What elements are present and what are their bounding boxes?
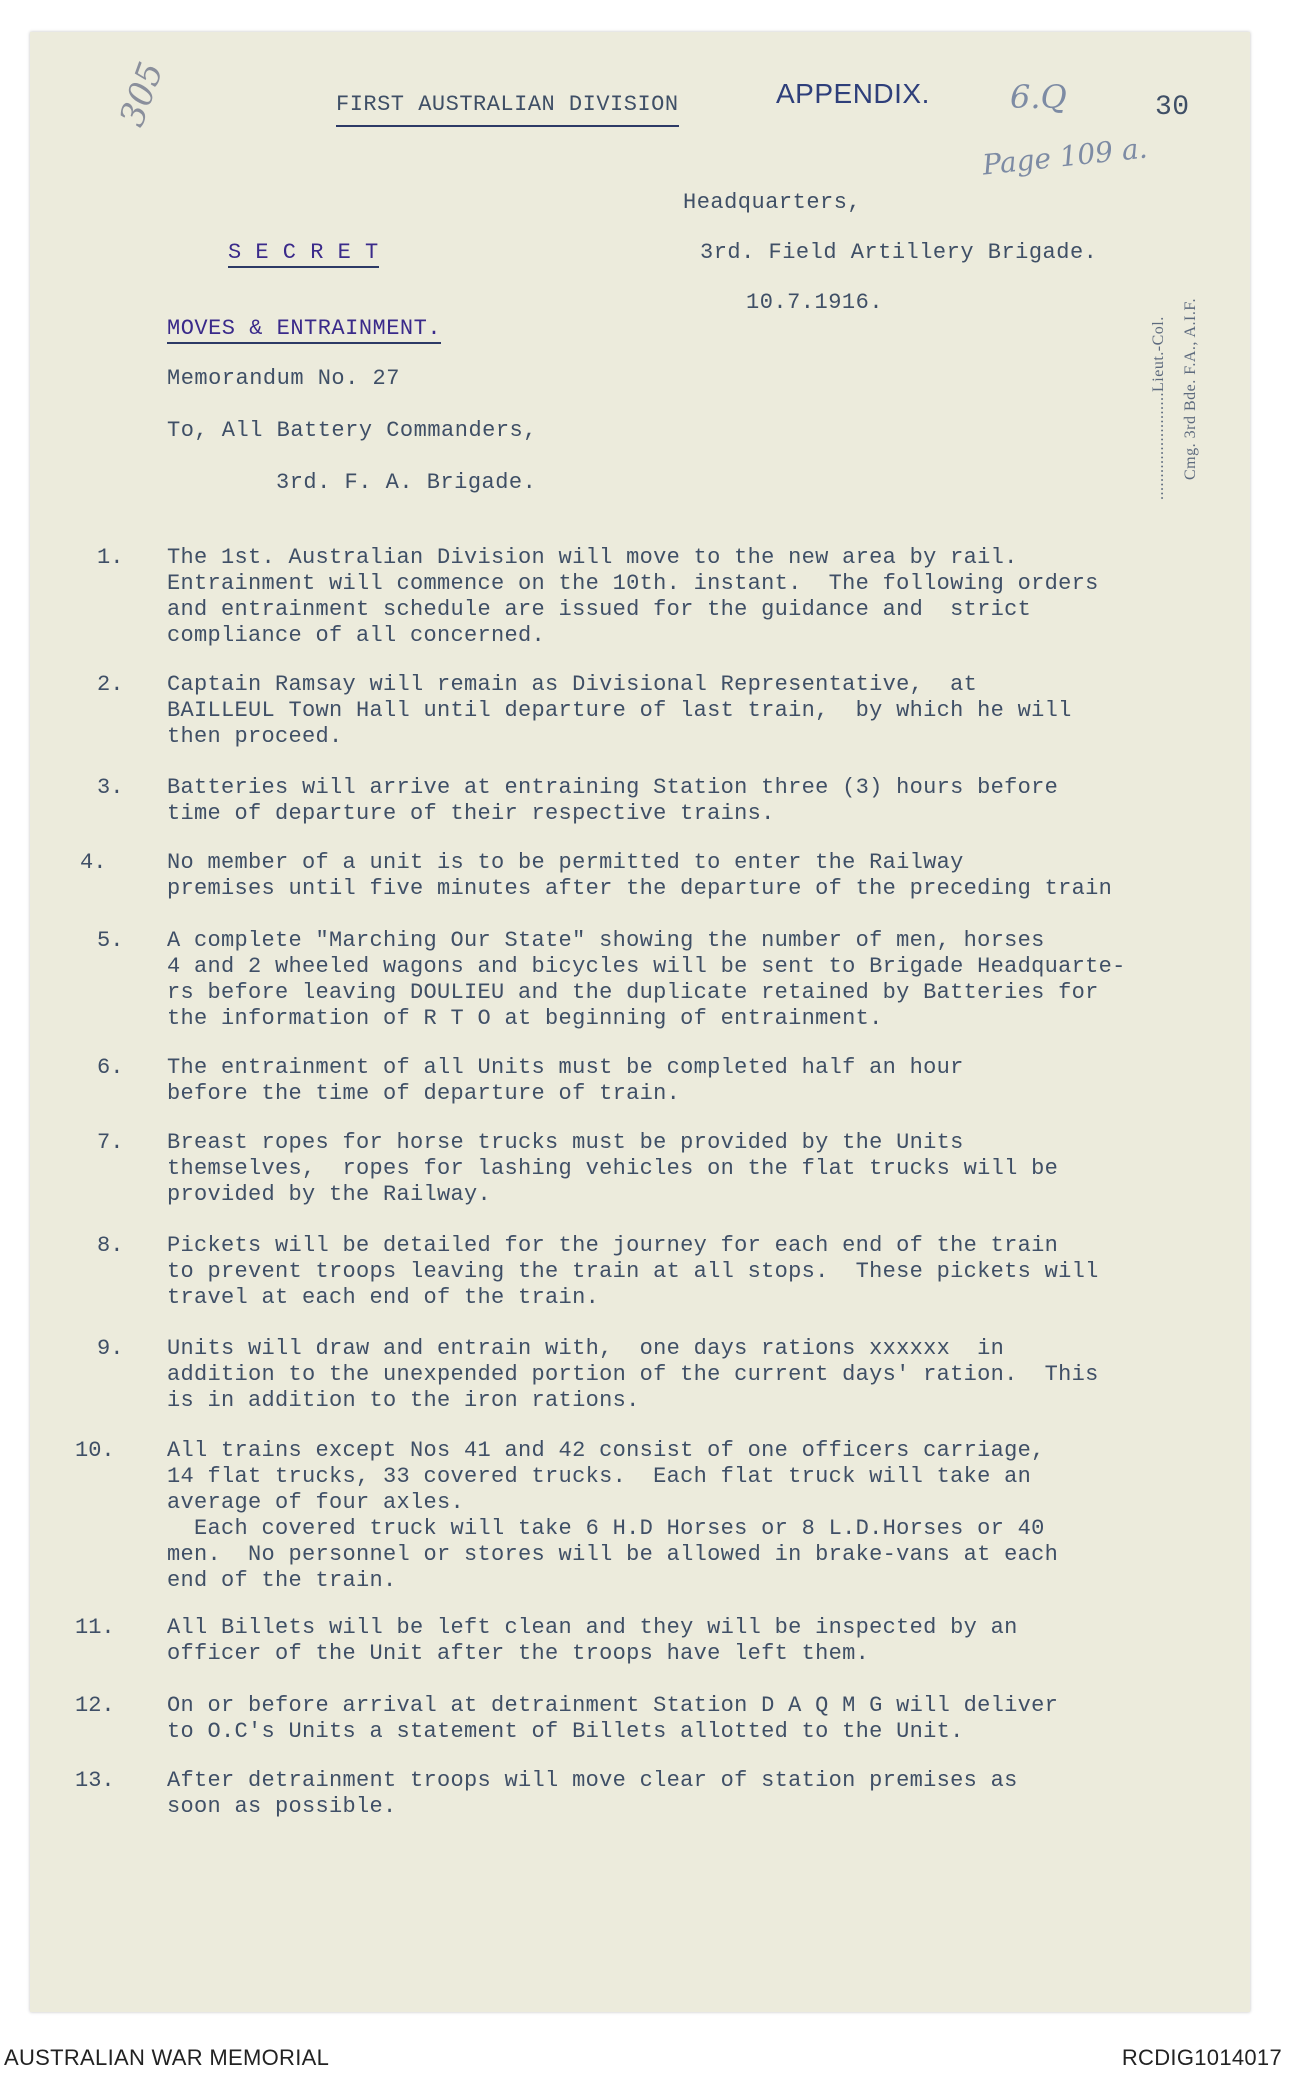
paragraph-text: A complete "Marching Our State" showing the number of men, horses 4 and 2 wheeled wagons and bicycles will be sent to Brigade Headquarte- rs before leaving DOULIEU and the duplicate retained by Batteries for the information of R T O at beginning of entrainment.: [167, 928, 1126, 1031]
paragraph-number: 8.: [97, 1233, 124, 1258]
footer-archive-name: AUSTRALIAN WAR MEMORIAL: [4, 2045, 330, 2070]
paragraph-text: After detrainment troops will move clear of station premises as soon as possible.: [167, 1768, 1018, 1819]
paragraph-number: 12.: [75, 1693, 115, 1718]
folio-stamp: 305: [112, 57, 172, 132]
paragraph-number: 2.: [97, 672, 124, 697]
paragraph-number: 5.: [97, 928, 124, 953]
page-number: 30: [1155, 92, 1190, 123]
paragraph-number: 4.: [80, 850, 107, 875]
signature-rank: ........................Lieut.-Col.: [1150, 316, 1167, 500]
paragraph-text: Units will draw and entrain with, one days rations xxxxxx in addition to the unexpended portion of the current days' ration. This is in addition to the iron rations.: [167, 1336, 1099, 1413]
paragraph-number: 1.: [97, 545, 124, 570]
handwritten-code: 6.Q: [1010, 78, 1067, 116]
document-date: 10.7.1916.: [746, 290, 884, 315]
signature-unit: Cmg. 3rd Bde. F.A., A.I.F.: [1182, 297, 1199, 480]
memo-number: Memorandum No. 27: [167, 366, 400, 391]
paragraph-number: 7.: [97, 1130, 124, 1155]
paragraph-text: Batteries will arrive at entraining Station three (3) hours before time of departure of their respective trains.: [167, 775, 1059, 826]
paragraph-number: 11.: [75, 1615, 115, 1640]
paragraph-number: 9.: [97, 1336, 124, 1361]
paragraph-text: All trains except Nos 41 and 42 consist of one officers carriage, 14 flat trucks, 33 covered trucks. Each flat truck will take an average of four axles. Each covered truck will take 6 H.D Horses or 8 L.D.Horses or 40 men. No personnel or stores will be allowed in brake-vans at each end of the train.: [167, 1438, 1059, 1593]
division-title: FIRST AUSTRALIAN DIVISION: [336, 92, 679, 127]
footer-record-id: RCDIG1014017: [1121, 2045, 1282, 2070]
paragraph-text: Breast ropes for horse trucks must be provided by the Units themselves, ropes for lashing vehicles on the flat trucks will be provided by the Railway.: [167, 1130, 1059, 1207]
paragraph-text: Pickets will be detailed for the journey for each end of the train to prevent troops leaving the train at all stops. These pickets will travel at each end of the train.: [167, 1233, 1099, 1310]
paragraph-number: 3.: [97, 775, 124, 800]
paragraph-number: 10.: [75, 1438, 115, 1463]
appendix-stamp: APPENDIX.: [776, 78, 930, 109]
addressee: To, All Battery Commanders,: [167, 418, 537, 443]
subject-heading: MOVES & ENTRAINMENT.: [167, 316, 441, 344]
paragraph-text: The 1st. Australian Division will move to the new area by rail. Entrainment will commence on the 10th. instant. The following orders and entrainment schedule are issued for the guidance and strict compliance of all concerned.: [167, 545, 1099, 648]
paragraph-text: No member of a unit is to be permitted to enter the Railway premises until five minutes after the departure of the preceding train: [167, 850, 1113, 901]
paragraph-text: Captain Ramsay will remain as Divisional Representative, at BAILLEUL Town Hall until departure of last train, by which he will then proceed.: [167, 672, 1072, 749]
secret-label: S E C R E T: [228, 240, 379, 268]
paragraph-text: All Billets will be left clean and they will be inspected by an officer of the Unit after the troops have left them.: [167, 1615, 1018, 1666]
paragraph-text: On or before arrival at detrainment Station D A Q M G will deliver to O.C's Units a statement of Billets allotted to the Unit.: [167, 1693, 1059, 1744]
paragraph-text: The entrainment of all Units must be completed half an hour before the time of departure of train.: [167, 1055, 964, 1106]
handwritten-page-ref: Page 109 a.: [980, 131, 1149, 182]
paragraph-number: 13.: [75, 1768, 115, 1793]
hq-line-1: Headquarters,: [683, 190, 862, 215]
addressee-unit: 3rd. F. A. Brigade.: [276, 470, 537, 495]
hq-line-2: 3rd. Field Artillery Brigade.: [700, 240, 1098, 265]
paragraph-number: 6.: [97, 1055, 124, 1080]
